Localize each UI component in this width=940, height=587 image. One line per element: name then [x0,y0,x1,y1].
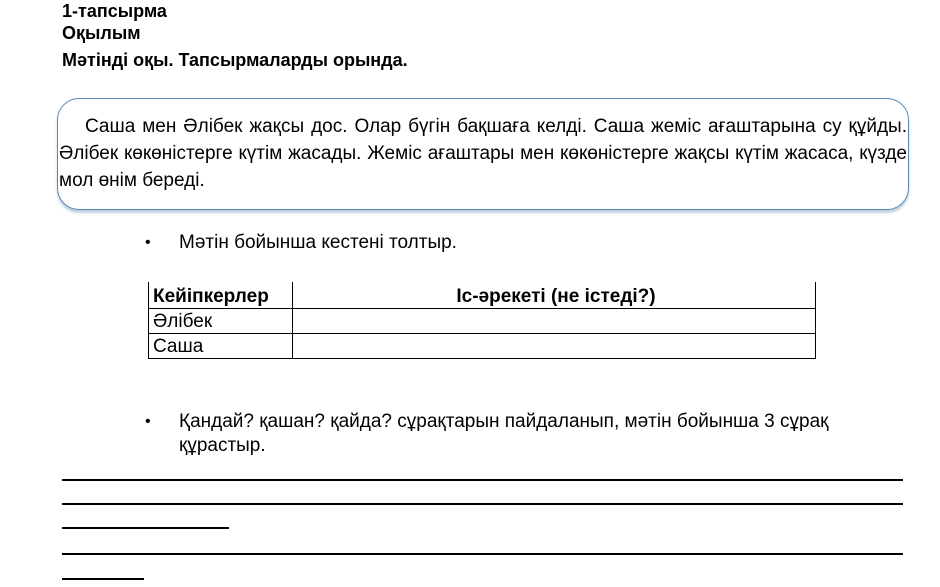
action-cell[interactable] [293,309,816,334]
task1-prompt: Мәтін бойынша кестені толтыр. [179,232,457,253]
answer-line[interactable] [62,479,903,481]
task-instruction: Мәтінді оқы. Тапсырмаларды орында. [62,50,408,70]
task2-item [145,410,885,458]
answer-line[interactable] [62,527,229,529]
character-name: Саша [149,334,293,359]
table-header-row [149,282,816,309]
bullet-icon: • [145,413,151,430]
section-title: Оқылым [62,23,141,43]
task-number: 1-тапсырма [62,1,167,21]
characters-table [148,282,816,359]
answer-line[interactable] [62,553,903,555]
answer-line[interactable] [62,578,144,580]
reading-text-box [57,98,909,210]
task2-prompt: Қандай? қашан? қайда? сұрақтарын пайдаланып, мәтін бойынша 3 сұрақ құрастыр. [179,411,829,456]
character-name: Әлібек [149,309,293,334]
header-characters: Кейіпкерлер [149,282,293,309]
bullet-icon: • [145,234,151,251]
header-actions: Іс-әрекеті (не істеді?) [293,282,816,309]
table-row [149,334,816,359]
action-cell[interactable] [293,334,816,359]
reading-text: Саша мен Әлібек жақсы дос. Олар бүгін бақшаға келді. Саша жеміс ағаштарына су құйды. Әлібек көкөністерге күтім жасады. Жеміс ағаштары мен көкөністерге жақсы күтім жасаса, күзде мол өнім береді. [59,116,907,191]
table-row [149,309,816,334]
task1-item [145,231,457,255]
answer-line[interactable] [62,503,903,505]
